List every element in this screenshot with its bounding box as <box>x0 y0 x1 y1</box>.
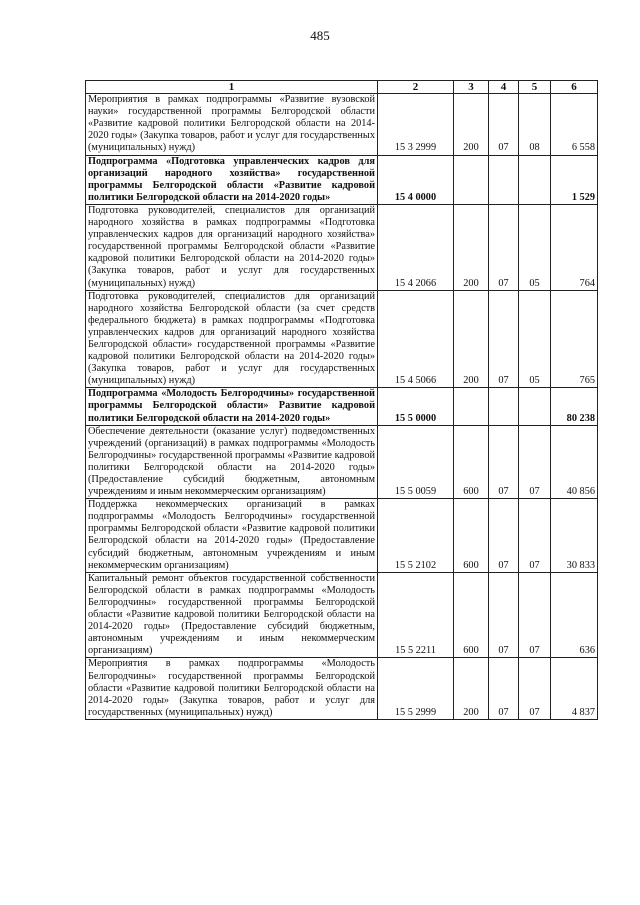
row-code: 15 5 2999 <box>378 658 454 719</box>
row-sum: 6 558 <box>551 94 598 155</box>
column-header: 3 <box>454 81 489 94</box>
row-section: 07 <box>489 658 519 719</box>
row-subsection <box>519 388 551 425</box>
row-section <box>489 388 519 425</box>
table-row <box>86 499 598 573</box>
row-expense-type <box>454 388 489 425</box>
row-description: Мероприятия в рамках подпрограммы «Развитие вузовской науки» государственной программы Белгородской области «Развитие кадровой политики Белгородской области на 2014-2020 годы» (Закупка товаров, работ и услуг для государственных (муниципальных) нужд) <box>86 94 378 155</box>
row-subsection: 05 <box>519 290 551 388</box>
row-description: Капитальный ремонт объектов государственной собственности Белгородской области в рамках подпрограммы «Молодость Белгородчины» государственной программы Белгородской области «Развитие кадровой политики Белгородской области на 2014-2020 годы» (Предоставление субсидий бюджетным, автономным учреждениям и иным некоммерческим организациям) <box>86 572 378 658</box>
table-row <box>86 658 598 719</box>
row-expense-type: 200 <box>454 658 489 719</box>
column-header: 6 <box>551 81 598 94</box>
row-section <box>489 155 519 204</box>
row-code: 15 5 0000 <box>378 388 454 425</box>
row-expense-type: 600 <box>454 572 489 658</box>
budget-table <box>85 80 598 720</box>
row-sum: 765 <box>551 290 598 388</box>
row-sum: 1 529 <box>551 155 598 204</box>
row-expense-type: 200 <box>454 204 489 290</box>
row-code: 15 4 2066 <box>378 204 454 290</box>
row-description: Подпрограмма «Подготовка управленческих кадров для организаций народного хозяйства» государственной программы Белгородской области «Развитие кадровой политики Белгородской области на 2014-2020 годы» <box>86 155 378 204</box>
row-description: Подготовка руководителей, специалистов для организаций народного хозяйства в рамках подпрограммы «Подготовка управленческих кадров для организаций народного хозяйства» государственной программы Белгородской области «Развитие кадровой политики Белгородской области на 2014-2020 годы» (Закупка товаров, работ и услуг для государственных (муниципальных) нужд) <box>86 204 378 290</box>
page-number: 485 <box>310 28 330 43</box>
table-row <box>86 290 598 388</box>
row-code: 15 5 0059 <box>378 425 454 499</box>
row-expense-type: 600 <box>454 425 489 499</box>
row-section: 07 <box>489 94 519 155</box>
row-code: 15 4 5066 <box>378 290 454 388</box>
row-subsection <box>519 155 551 204</box>
column-header: 4 <box>489 81 519 94</box>
row-section: 07 <box>489 425 519 499</box>
row-expense-type: 600 <box>454 499 489 573</box>
row-sum: 30 833 <box>551 499 598 573</box>
row-sum: 40 856 <box>551 425 598 499</box>
row-subsection: 08 <box>519 94 551 155</box>
row-description: Подготовка руководителей, специалистов для организаций народного хозяйства Белгородской области (за счет средств федерального бюджета) в рамках подпрограммы «Подготовка управленческих кадров для организаций народного хозяйства Белгородской области» государственной программы «Развитие кадровой политики Белгородской области на 2014-2020 годы» (Закупка товаров, работ и услуг для государственных (муниципальных) нужд) <box>86 290 378 388</box>
row-sum: 80 238 <box>551 388 598 425</box>
row-sum: 636 <box>551 572 598 658</box>
row-code: 15 5 2102 <box>378 499 454 573</box>
row-section: 07 <box>489 204 519 290</box>
column-header: 5 <box>519 81 551 94</box>
row-code: 15 4 0000 <box>378 155 454 204</box>
row-code: 15 5 2211 <box>378 572 454 658</box>
table-row-subprogram <box>86 155 598 204</box>
row-description: Обеспечение деятельности (оказание услуг) подведомственных учреждений (организаций) в рамках подпрограммы «Молодость Белгородчины» государственной программы «Развитие кадровой политики Белгородской области на 2014-2020 годы» (Предоставление субсидий бюджетным, автономным учреждениям и иным некоммерческим организациям) <box>86 425 378 499</box>
column-header: 1 <box>86 81 378 94</box>
row-expense-type <box>454 155 489 204</box>
row-description: Поддержка некоммерческих организаций в рамках подпрограммы «Молодость Белгородчины» государственной программы Белгородской области «Развитие кадровой политики Белгородской области на 2014-2020 годы» (Предоставление субсидий бюджетным, автономным учреждениям и иным некоммерческим организациям) <box>86 499 378 573</box>
row-sum: 764 <box>551 204 598 290</box>
table-row <box>86 94 598 155</box>
row-description: Подпрограмма «Молодость Белгородчины» государственной программы Белгородской области» Развитие кадровой политики Белгородской области на 2014-2020 годы» <box>86 388 378 425</box>
row-subsection: 07 <box>519 658 551 719</box>
row-code: 15 3 2999 <box>378 94 454 155</box>
column-header: 2 <box>378 81 454 94</box>
table-row <box>86 204 598 290</box>
row-sum: 4 837 <box>551 658 598 719</box>
row-section: 07 <box>489 499 519 573</box>
row-section: 07 <box>489 572 519 658</box>
table-row-subprogram <box>86 388 598 425</box>
row-expense-type: 200 <box>454 290 489 388</box>
table-row <box>86 572 598 658</box>
table-header-row <box>86 81 598 94</box>
row-subsection: 07 <box>519 572 551 658</box>
row-subsection: 07 <box>519 425 551 499</box>
row-subsection: 05 <box>519 204 551 290</box>
row-description: Мероприятия в рамках подпрограммы «Молодость Белгородчины» государственной программы Белгородской области «Развитие кадровой политики Белгородской области на 2014-2020 годы» (Закупка товаров, работ и услуг для государственных (муниципальных) нужд) <box>86 658 378 719</box>
row-expense-type: 200 <box>454 94 489 155</box>
row-subsection: 07 <box>519 499 551 573</box>
row-section: 07 <box>489 290 519 388</box>
table-row <box>86 425 598 499</box>
